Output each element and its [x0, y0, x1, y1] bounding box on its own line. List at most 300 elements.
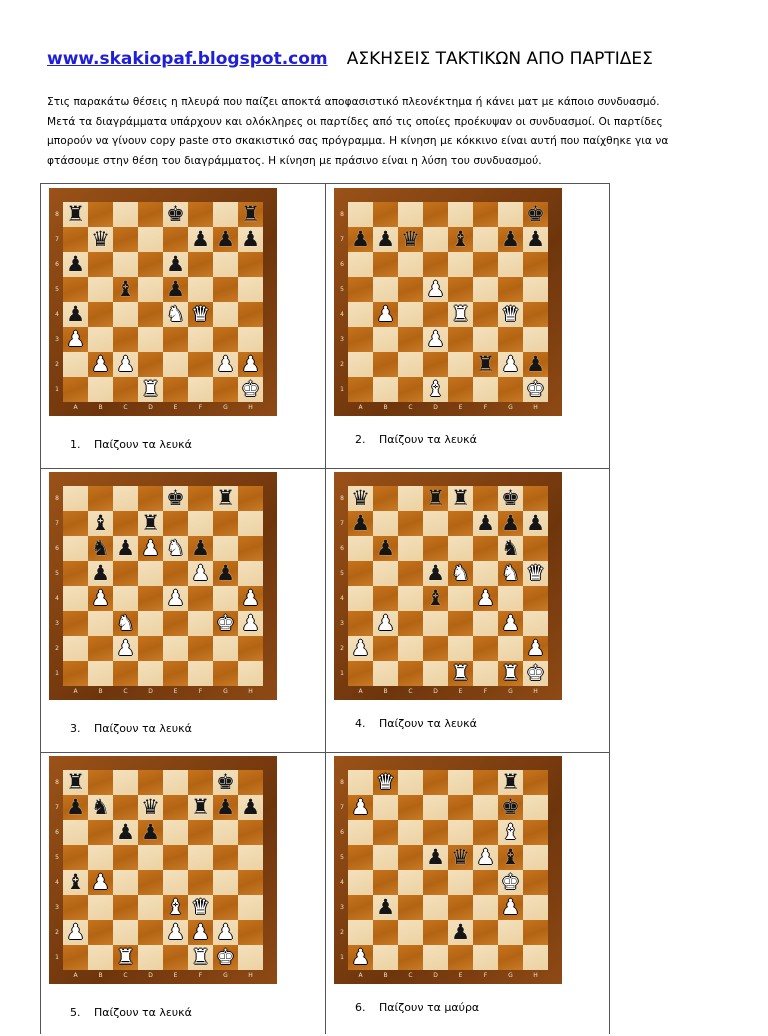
board-square-c1 — [398, 661, 423, 686]
board-square-e5 — [163, 277, 188, 302]
rank-label: 6 — [55, 545, 59, 552]
black-pawn-icon: ♟ — [191, 536, 210, 560]
board-square-g3 — [498, 895, 523, 920]
file-label: C — [123, 404, 128, 411]
board-square-h2 — [523, 636, 548, 661]
board-square-f6 — [188, 536, 213, 561]
board-square-e7 — [448, 227, 473, 252]
white-knight-icon: ♞ — [501, 561, 520, 585]
board-squares — [63, 770, 263, 970]
board-square-c8 — [398, 770, 423, 795]
white-bishop-icon: ♝ — [501, 820, 520, 844]
rank-label: 5 — [340, 854, 344, 861]
rank-label: 2 — [340, 929, 344, 936]
rank-label: 5 — [340, 570, 344, 577]
diagram-cell — [41, 752, 325, 1036]
board-square-d6 — [138, 820, 163, 845]
board-square-g7 — [213, 227, 238, 252]
board-square-d5 — [423, 277, 448, 302]
board-square-h1 — [523, 945, 548, 970]
board-square-g7 — [498, 227, 523, 252]
board-square-b1 — [373, 377, 398, 402]
board-square-h6 — [523, 252, 548, 277]
rank-label: 1 — [55, 670, 59, 677]
board-square-f3 — [473, 611, 498, 636]
board-square-c3 — [113, 327, 138, 352]
file-label: E — [458, 404, 463, 411]
board-square-c6 — [113, 820, 138, 845]
black-bishop-icon: ♝ — [116, 277, 135, 301]
white-rook-icon: ♜ — [501, 661, 520, 685]
board-square-a7 — [63, 795, 88, 820]
board-square-g8 — [213, 486, 238, 511]
rank-label: 2 — [340, 361, 344, 368]
board-square-f7 — [188, 511, 213, 536]
rank-label: 5 — [340, 286, 344, 293]
board-square-f4 — [188, 870, 213, 895]
board-square-g5 — [213, 561, 238, 586]
board-square-d5 — [423, 845, 448, 870]
board-square-d3 — [423, 895, 448, 920]
board-square-a1 — [348, 377, 373, 402]
white-queen-icon: ♛ — [191, 895, 210, 919]
board-square-h6 — [238, 252, 263, 277]
white-pawn-icon: ♟ — [351, 795, 370, 819]
board-square-f5 — [473, 277, 498, 302]
board-square-e1 — [448, 661, 473, 686]
board-square-a5 — [63, 845, 88, 870]
board-squares — [63, 202, 263, 402]
chess-board — [49, 472, 277, 700]
board-square-c4 — [398, 870, 423, 895]
board-square-a3 — [63, 895, 88, 920]
board-square-c5 — [113, 845, 138, 870]
board-square-h2 — [238, 352, 263, 377]
board-square-b1 — [88, 945, 113, 970]
file-label: B — [98, 404, 103, 411]
black-pawn-icon: ♟ — [141, 820, 160, 844]
white-pawn-icon: ♟ — [241, 586, 260, 610]
board-square-b1 — [88, 661, 113, 686]
board-square-a3 — [63, 327, 88, 352]
board-square-e3 — [163, 327, 188, 352]
white-pawn-icon: ♟ — [501, 611, 520, 635]
board-square-c8 — [398, 486, 423, 511]
board-square-h8 — [238, 202, 263, 227]
diagrams-table — [40, 183, 610, 1034]
board-square-g2 — [498, 636, 523, 661]
board-square-a6 — [348, 820, 373, 845]
board-square-h8 — [238, 770, 263, 795]
board-square-h3 — [523, 327, 548, 352]
board-square-a5 — [348, 561, 373, 586]
board-square-b2 — [88, 352, 113, 377]
board-square-f5 — [473, 845, 498, 870]
side-to-move-label: Παίζουν τα λευκά — [94, 1006, 192, 1019]
rank-label: 3 — [340, 620, 344, 627]
board-square-b5 — [373, 845, 398, 870]
rank-label: 1 — [55, 386, 59, 393]
black-king-icon: ♚ — [166, 202, 185, 226]
board-square-a2 — [348, 920, 373, 945]
white-pawn-icon: ♟ — [351, 945, 370, 969]
diagram-caption — [70, 1006, 192, 1019]
board-square-g1 — [213, 661, 238, 686]
rank-label: 4 — [340, 595, 344, 602]
board-square-d1 — [423, 945, 448, 970]
board-square-d7 — [423, 227, 448, 252]
board-square-e2 — [163, 920, 188, 945]
board-square-d2 — [138, 920, 163, 945]
board-square-f6 — [188, 820, 213, 845]
board-square-e7 — [448, 511, 473, 536]
board-square-c3 — [113, 611, 138, 636]
board-square-a1 — [63, 377, 88, 402]
board-square-h7 — [523, 795, 548, 820]
board-square-a7 — [63, 227, 88, 252]
board-square-f6 — [473, 820, 498, 845]
board-square-g4 — [498, 870, 523, 895]
board-square-f5 — [188, 277, 213, 302]
board-square-e2 — [448, 920, 473, 945]
board-square-e6 — [163, 252, 188, 277]
board-square-d8 — [138, 770, 163, 795]
board-square-g3 — [213, 327, 238, 352]
board-square-f2 — [188, 920, 213, 945]
board-square-g1 — [498, 377, 523, 402]
board-square-h4 — [523, 586, 548, 611]
board-square-d6 — [423, 252, 448, 277]
board-square-d6 — [423, 820, 448, 845]
board-square-h1 — [238, 945, 263, 970]
board-square-a8 — [63, 770, 88, 795]
file-label: H — [248, 404, 253, 411]
diagram-caption — [70, 722, 192, 735]
board-square-c2 — [113, 352, 138, 377]
rank-label: 7 — [55, 520, 59, 527]
board-square-d4 — [138, 302, 163, 327]
white-rook-icon: ♜ — [116, 945, 135, 969]
rank-label: 2 — [55, 929, 59, 936]
file-label: D — [148, 688, 153, 695]
board-square-f6 — [473, 252, 498, 277]
board-square-a7 — [348, 795, 373, 820]
board-square-f8 — [188, 202, 213, 227]
board-square-g5 — [498, 277, 523, 302]
white-queen-icon: ♛ — [526, 561, 545, 585]
board-square-a4 — [348, 302, 373, 327]
board-square-b4 — [373, 302, 398, 327]
rank-label: 8 — [340, 211, 344, 218]
board-square-e6 — [448, 820, 473, 845]
board-square-h5 — [523, 845, 548, 870]
black-rook-icon: ♜ — [501, 770, 520, 794]
board-square-a6 — [348, 536, 373, 561]
board-square-c5 — [398, 845, 423, 870]
file-label: B — [98, 972, 103, 979]
board-square-d8 — [138, 486, 163, 511]
board-square-f7 — [473, 227, 498, 252]
board-square-a1 — [63, 945, 88, 970]
board-square-b3 — [88, 895, 113, 920]
board-square-a1 — [63, 661, 88, 686]
board-square-f4 — [188, 586, 213, 611]
board-square-a2 — [63, 920, 88, 945]
file-label: G — [223, 404, 228, 411]
black-rook-icon: ♜ — [216, 486, 235, 510]
file-label: A — [73, 688, 78, 695]
site-url-link[interactable]: www.skakiopaf.blogspot.com — [47, 49, 328, 69]
board-square-d8 — [423, 486, 448, 511]
board-square-h8 — [523, 486, 548, 511]
black-rook-icon: ♜ — [141, 511, 160, 535]
diagram-cell — [325, 468, 609, 752]
board-square-f3 — [473, 327, 498, 352]
file-label: H — [533, 688, 538, 695]
file-label: H — [533, 404, 538, 411]
board-square-g7 — [498, 795, 523, 820]
diagram-number: 2. — [355, 433, 366, 446]
board-square-f7 — [188, 795, 213, 820]
intro-line: μπορούν να γίνουν copy paste στο σκακιστικό σας πρόγραμμα. Η κίνηση με κόκκινο είναι αυτή που παίχθηκε για να — [47, 135, 669, 147]
board-square-h5 — [523, 561, 548, 586]
black-bishop-icon: ♝ — [66, 870, 85, 894]
board-square-d4 — [138, 870, 163, 895]
white-knight-icon: ♞ — [166, 536, 185, 560]
board-square-f3 — [188, 327, 213, 352]
board-square-f4 — [473, 870, 498, 895]
board-square-e7 — [163, 227, 188, 252]
board-square-h4 — [238, 586, 263, 611]
rank-label: 3 — [340, 336, 344, 343]
board-square-e1 — [448, 945, 473, 970]
rank-label: 2 — [55, 361, 59, 368]
white-pawn-icon: ♟ — [351, 636, 370, 660]
board-square-f5 — [188, 561, 213, 586]
board-square-e6 — [163, 820, 188, 845]
board-square-g1 — [213, 945, 238, 970]
rank-label: 5 — [55, 286, 59, 293]
board-square-c5 — [113, 277, 138, 302]
white-pawn-icon: ♟ — [66, 920, 85, 944]
board-square-e8 — [163, 202, 188, 227]
white-rook-icon: ♜ — [141, 377, 160, 401]
board-square-h2 — [523, 920, 548, 945]
file-label: D — [148, 972, 153, 979]
board-square-h7 — [238, 227, 263, 252]
board-square-g2 — [498, 920, 523, 945]
board-square-e3 — [448, 611, 473, 636]
board-square-h3 — [238, 327, 263, 352]
rank-label: 2 — [340, 645, 344, 652]
white-pawn-icon: ♟ — [91, 586, 110, 610]
board-square-a4 — [348, 586, 373, 611]
rank-label: 6 — [55, 261, 59, 268]
board-square-f3 — [188, 611, 213, 636]
board-square-e3 — [163, 895, 188, 920]
board-square-c3 — [398, 895, 423, 920]
rank-label: 8 — [340, 779, 344, 786]
rank-label: 1 — [340, 670, 344, 677]
white-queen-icon: ♛ — [501, 302, 520, 326]
black-rook-icon: ♜ — [241, 202, 260, 226]
black-pawn-icon: ♟ — [501, 227, 520, 251]
board-square-f2 — [473, 352, 498, 377]
board-square-c7 — [113, 795, 138, 820]
board-square-g7 — [213, 795, 238, 820]
board-squares — [348, 770, 548, 970]
rank-label: 7 — [55, 236, 59, 243]
white-pawn-icon: ♟ — [241, 611, 260, 635]
diagram-cell — [325, 184, 609, 468]
side-to-move-label: Παίζουν τα μαύρα — [379, 1001, 480, 1014]
black-pawn-icon: ♟ — [191, 227, 210, 251]
rank-label: 8 — [55, 779, 59, 786]
board-square-h8 — [523, 202, 548, 227]
board-square-e7 — [448, 795, 473, 820]
file-label: F — [483, 688, 488, 695]
black-pawn-icon: ♟ — [66, 302, 85, 326]
black-pawn-icon: ♟ — [166, 277, 185, 301]
board-square-b5 — [373, 277, 398, 302]
black-pawn-icon: ♟ — [426, 561, 445, 585]
board-square-h6 — [238, 536, 263, 561]
board-square-d4 — [423, 302, 448, 327]
board-square-b6 — [88, 252, 113, 277]
board-square-g1 — [498, 661, 523, 686]
white-knight-icon: ♞ — [166, 302, 185, 326]
board-square-h5 — [238, 561, 263, 586]
board-square-d1 — [138, 377, 163, 402]
board-square-a2 — [348, 352, 373, 377]
board-square-h3 — [238, 611, 263, 636]
board-square-e8 — [448, 486, 473, 511]
board-square-d3 — [423, 611, 448, 636]
board-square-d5 — [138, 561, 163, 586]
white-pawn-icon: ♟ — [166, 920, 185, 944]
board-square-b5 — [373, 561, 398, 586]
board-square-a4 — [63, 302, 88, 327]
black-pawn-icon: ♟ — [451, 920, 470, 944]
board-square-b8 — [88, 202, 113, 227]
board-square-d1 — [138, 945, 163, 970]
board-square-b2 — [373, 636, 398, 661]
white-pawn-icon: ♟ — [91, 870, 110, 894]
board-square-c7 — [113, 227, 138, 252]
board-square-e6 — [448, 536, 473, 561]
board-square-f4 — [188, 302, 213, 327]
black-queen-icon: ♛ — [401, 227, 420, 251]
rank-label: 4 — [55, 595, 59, 602]
diagram-number: 4. — [355, 717, 366, 730]
board-square-f3 — [188, 895, 213, 920]
board-square-f1 — [188, 945, 213, 970]
board-square-f2 — [188, 636, 213, 661]
board-square-h7 — [238, 511, 263, 536]
diagram-caption — [355, 717, 477, 730]
file-label: C — [123, 688, 128, 695]
board-square-b4 — [373, 870, 398, 895]
black-pawn-icon: ♟ — [216, 561, 235, 585]
file-label: D — [433, 688, 438, 695]
intro-paragraph — [47, 93, 727, 171]
board-square-b8 — [373, 202, 398, 227]
board-square-c3 — [398, 327, 423, 352]
rank-label: 5 — [55, 570, 59, 577]
file-label: D — [433, 404, 438, 411]
board-square-f4 — [473, 586, 498, 611]
board-square-f4 — [473, 302, 498, 327]
board-square-g3 — [498, 327, 523, 352]
board-square-e2 — [163, 636, 188, 661]
file-label: F — [483, 972, 488, 979]
board-square-a7 — [63, 511, 88, 536]
black-bishop-icon: ♝ — [426, 586, 445, 610]
board-square-d2 — [423, 636, 448, 661]
diagram-cell — [41, 184, 325, 468]
board-square-b5 — [88, 277, 113, 302]
side-to-move-label: Παίζουν τα λευκά — [379, 433, 477, 446]
black-pawn-icon: ♟ — [501, 511, 520, 535]
white-pawn-icon: ♟ — [216, 352, 235, 376]
board-square-d6 — [423, 536, 448, 561]
file-label: F — [198, 404, 203, 411]
board-square-c8 — [113, 202, 138, 227]
board-square-g7 — [213, 511, 238, 536]
board-square-c1 — [113, 661, 138, 686]
board-square-b1 — [88, 377, 113, 402]
file-label: B — [98, 688, 103, 695]
rank-label: 8 — [340, 495, 344, 502]
rank-label: 1 — [340, 386, 344, 393]
board-square-f7 — [473, 795, 498, 820]
board-square-g1 — [498, 945, 523, 970]
black-knight-icon: ♞ — [91, 536, 110, 560]
file-label: E — [173, 972, 178, 979]
board-square-a1 — [348, 945, 373, 970]
white-king-icon: ♚ — [526, 661, 545, 685]
black-pawn-icon: ♟ — [526, 511, 545, 535]
board-square-b3 — [88, 327, 113, 352]
board-square-e5 — [448, 561, 473, 586]
board-square-e2 — [163, 352, 188, 377]
board-square-f8 — [473, 486, 498, 511]
board-square-a5 — [348, 845, 373, 870]
board-square-h4 — [523, 870, 548, 895]
file-label: A — [73, 404, 78, 411]
board-square-d7 — [138, 511, 163, 536]
board-square-b4 — [373, 586, 398, 611]
board-square-b5 — [88, 845, 113, 870]
board-square-g8 — [498, 486, 523, 511]
board-square-e4 — [448, 586, 473, 611]
rank-label: 7 — [340, 804, 344, 811]
board-square-a5 — [63, 561, 88, 586]
board-square-a7 — [348, 511, 373, 536]
board-square-f8 — [188, 770, 213, 795]
board-square-a2 — [63, 352, 88, 377]
board-square-d3 — [138, 327, 163, 352]
board-square-e5 — [448, 845, 473, 870]
board-square-c5 — [113, 561, 138, 586]
board-square-h6 — [238, 820, 263, 845]
rank-label: 4 — [340, 879, 344, 886]
board-square-d2 — [138, 352, 163, 377]
file-label: H — [533, 972, 538, 979]
black-pawn-icon: ♟ — [376, 227, 395, 251]
board-square-e7 — [163, 795, 188, 820]
board-square-c7 — [398, 795, 423, 820]
